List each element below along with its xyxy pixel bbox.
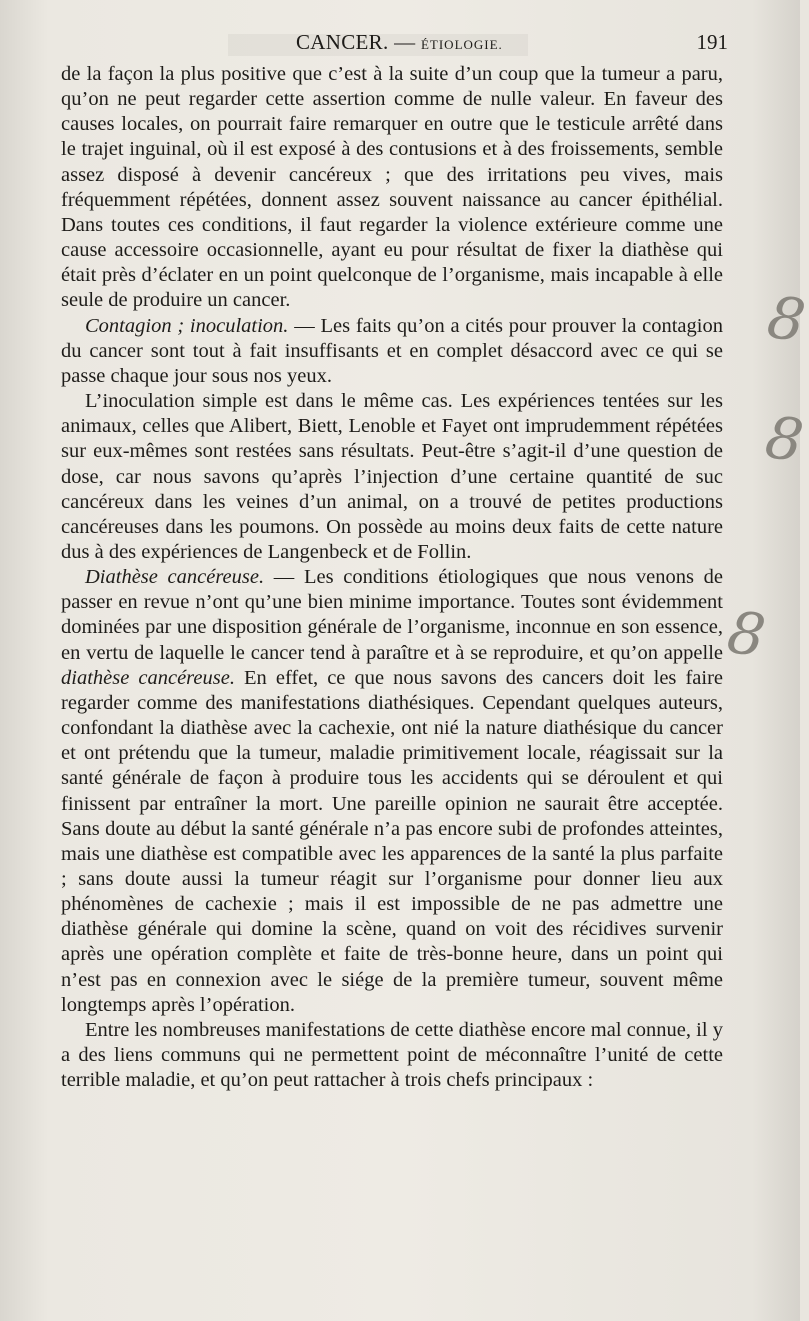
running-title [296, 30, 503, 55]
section-heading-diathese: Diathèse cancéreuse. [85, 566, 265, 589]
page-number: 191 [696, 30, 728, 54]
paragraph-text-before: — Les conditions étiologiques que nous venons de passer en revue n’ont qu’une bien minime importance. Toutes sont évidemment dominées par une disposition générale de l’organisme, inconnue en son essence, en vertu de laquelle le cancer tend à paraître et à se reproduire, et qu’on appelle [61, 566, 723, 664]
paragraph-diathese [61, 565, 723, 1018]
header-title: CANCER. [296, 30, 389, 54]
paragraph-inoculation [61, 389, 723, 565]
paragraph-contagion [61, 314, 723, 389]
header-section: ÉTIOLOGIE. [420, 37, 503, 52]
section-heading-contagion: Contagion ; inoculation. [85, 314, 289, 337]
emphasis-term: diathèse cancéreuse. [61, 666, 235, 689]
margin-pencil-mark: 8 [763, 282, 809, 356]
paragraph-text-after: En effet, ce que nous savons des cancers doit les faire regarder comme des manifestations diathésiques. Cependant quelques auteurs, confondant la diathèse avec la cachexie, ont nié la nature diathésique du cancer et ont prétendu que la tumeur, maladie primitivement locale, réagissait sur la santé générale de façon à produire tous les accidents qui se déroulent et qui finissent par entraîner la mort. Une pareille opinion ne saurait être acceptée. Sans doute au début la santé générale n’a pas encore subi de profondes atteintes, mais une diathèse est compatible avec les apparences de la santé la plus parfaite ; sans doute aussi la tumeur réagit sur l’organisme pour donner lieu aux phénomènes de cachexie ; mais il est impossible de ne pas admettre une diathèse générale qui domine la scène, quand on voit des récidives survenir après une opération complète et faite de très-bonne heure, dans un point qui n’est pas en connexion avec le siége de la première tumeur, souvent même longtemps après l’opération. [61, 666, 724, 1016]
paragraph-continuation [61, 62, 723, 314]
paragraph-manifestations [61, 1018, 723, 1093]
margin-pencil-mark: 8 [761, 402, 808, 476]
paragraph-text: — Les faits qu’on a cités pour prouver la contagion du cancer sont tout à fait insuffisants et en complet désaccord avec ce qui se passe chaque jour sous nos yeux. [61, 314, 723, 387]
paragraph-text: de la façon la plus positive que c’est à la suite d’un coup que la tumeur a paru, qu’on ne peut regarder cette assertion comme de nulle valeur. En faveur des causes locales, on pourrait faire remarquer en outre que le testicule arrêté dans le trajet inguinal, où il est exposé à des contusions et à des froissements, semble assez disposé à devenir cancéreux ; que des irritations peu vives, mais fréquemment répétées, donnent assez souvent naissance au cancer épithélial. Dans toutes ces conditions, il faut regarder la violence extérieure comme une cause accessoire occasionnelle, ayant eu pour résultat de fixer la diathèse qui était près d’éclater en un point quelconque de l’organisme, mais incapable à elle seule de produire un cancer. [61, 63, 723, 312]
running-header [60, 30, 728, 58]
paragraph-text: L’inoculation simple est dans le même cas. Les expériences tentées sur les animaux, celles que Alibert, Biett, Lenoble et Fayet ont imprudemment répétées sur eux-mêmes sont restées sans résultats. Peut-être s’agit-il d’une question de dose, car nous savons qu’après l’injection d’une certaine quantité de suc cancéreux dans les veines d’un animal, on a trouvé de petites productions cancéreuses dans les poumons. On possède au moins deux faits de cette nature dus à des expériences de Langenbeck et de Follin. [61, 390, 723, 563]
header-separator: — [394, 30, 416, 54]
paragraph-text: Entre les nombreuses manifestations de cette diathèse encore mal connue, il y a des liens communs qui ne permettent point de méconnaître l’unité de cette terrible maladie, et qu’on peut rattacher à trois chefs principaux : [61, 1018, 723, 1092]
margin-pencil-mark: 8 [723, 597, 770, 671]
body-text [61, 62, 723, 1093]
